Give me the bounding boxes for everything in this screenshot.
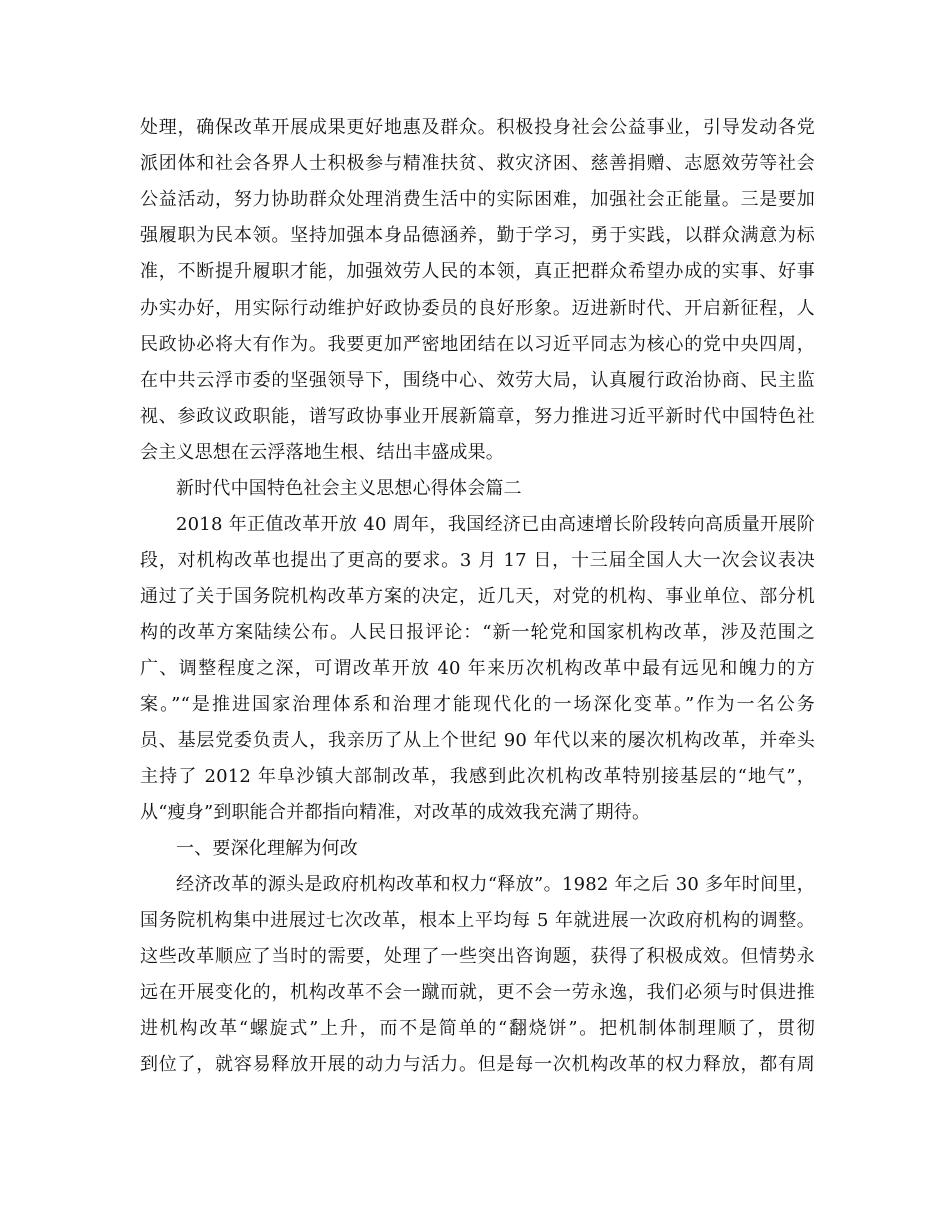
paragraph-line-last: 会主义思想在云浮落地生根、结出丰盛成果。 — [140, 442, 504, 463]
paragraph-line: 广、调整程度之深，可谓改革开放 40 年来历次机构改革中最有远见和魄力的方 — [140, 658, 815, 679]
paragraph-line-first: 经济改革的源头是政府机构改革和权力“释放”。1982 年之后 30 多年时间里， — [176, 874, 815, 895]
paragraph-line: 民政协必将大有作为。我要更加严密地团结在以习近平同志为核心的党中央四周， — [140, 334, 815, 355]
paragraph-line: 段，对机构改革也提出了更高的要求。3 月 17 日，十三届全国人大一次会议表决 — [140, 550, 815, 571]
paragraph-line: 国务院机构集中进展过七次改革，根本上平均每 5 年就进展一次政府机构的调整。 — [140, 910, 815, 931]
paragraph-line: 派团体和社会各界人士积极参与精准扶贫、救灾济困、慈善捐赠、志愿效劳等社会 — [140, 153, 815, 174]
paragraph-line: 构的改革方案陆续公布。人民日报评论：“新一轮党和国家机构改革，涉及范围之 — [140, 622, 815, 643]
paragraph-line-first: 2018 年正值改革开放 40 周年，我国经济已由高速增长阶段转向高质量开展阶 — [176, 514, 815, 535]
paragraph-line: 准，不断提升履职才能，加强效劳人民的本领，真正把群众希望办成的实事、好事 — [140, 261, 815, 282]
paragraph-line: 公益活动，努力协助群众处理消费生活中的实际困难，加强社会正能量。三是要加 — [140, 189, 815, 210]
paragraph-line: 强履职为民本领。坚持加强本身品德涵养，勤于学习，勇于实践，以群众满意为标 — [140, 225, 815, 246]
paragraph-line: 主持了 2012 年阜沙镇大部制改革，我感到此次机构改革特别接基层的“地气”， — [140, 766, 815, 787]
paragraph-line: 处理，确保改革开展成果更好地惠及群众。积极投身社会公益事业，引导发动各党 — [140, 117, 815, 138]
paragraph-line: 案。”“是推进国家治理体系和治理才能现代化的一场深化变革。”作为一名公务 — [140, 694, 815, 715]
paragraph-line: 办实办好，用实际行动维护好政协委员的良好形象。迈进新时代、开启新征程，人 — [140, 298, 815, 319]
paragraph-line: 到位了，就容易释放开展的动力与活力。但是每一次机构改革的权力释放，都有周 — [140, 1054, 815, 1075]
paragraph-line: 通过了关于国务院机构改革方案的决定，近几天，对党的机构、事业单位、部分机 — [140, 586, 815, 607]
paragraph-line: 这些改革顺应了当时的需要，处理了一些突出咨询题，获得了积极成效。但情势永 — [140, 946, 815, 967]
paragraph-line: 进机构改革“螺旋式”上升，而不是简单的“翻烧饼”。把机制体制理顺了，贯彻 — [140, 1018, 815, 1039]
paragraph-line: 远在开展变化的，机构改革不会一蹴而就，更不会一劳永逸，我们必须与时俱进推 — [140, 982, 815, 1003]
paragraph-line: 视、参政议政职能，谱写政协事业开展新篇章，努力推进习近平新时代中国特色社 — [140, 406, 815, 427]
section-title: 新时代中国特色社会主义思想心得体会篇二 — [176, 478, 522, 499]
paragraph-line: 在中共云浮市委的坚强领导下，围绕中心、效劳大局，认真履行政治协商、民主监 — [140, 370, 815, 391]
subsection-heading: 一、要深化理解为何改 — [176, 838, 358, 859]
paragraph-line-last: 从“瘦身”到职能合并都指向精准，对改革的成效我充满了期待。 — [140, 802, 651, 823]
paragraph-line: 员、基层党委负责人，我亲历了从上个世纪 90 年代以来的屡次机构改革，并牵头 — [140, 730, 815, 751]
